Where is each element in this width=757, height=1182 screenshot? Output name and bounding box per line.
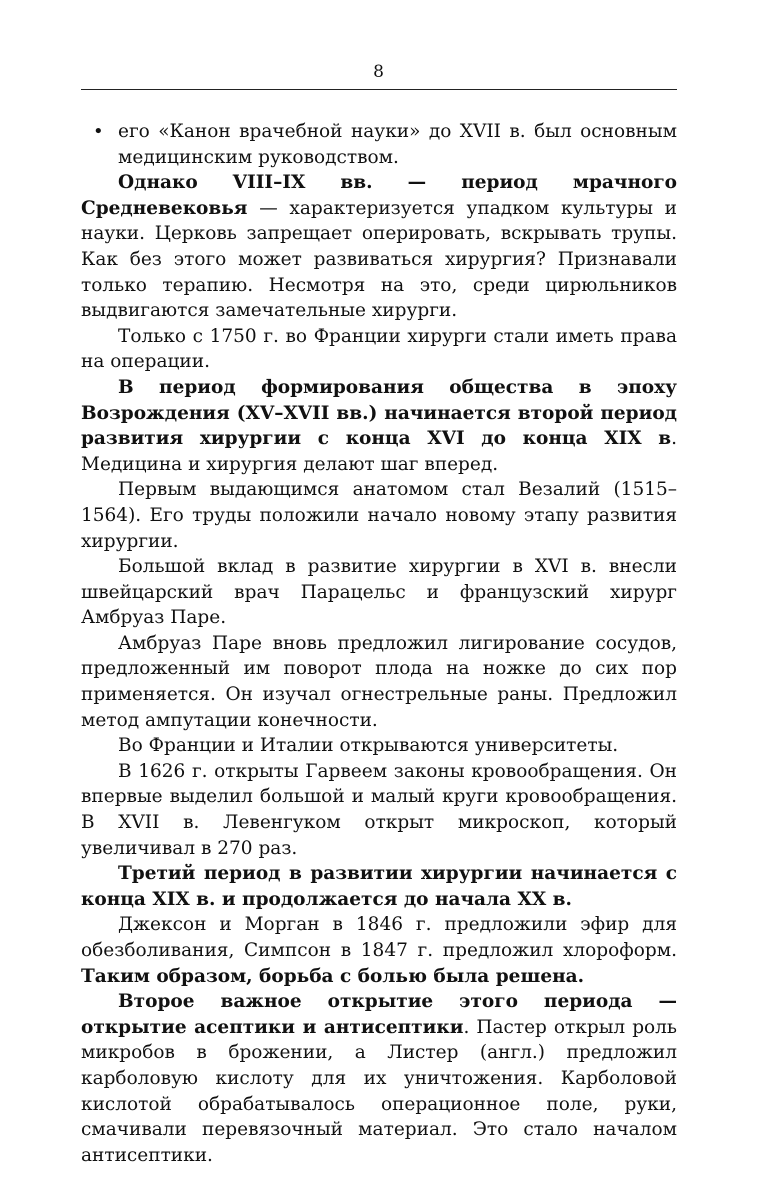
text-run: Большой вклад в развитие хирургии в XVI в. внесли швейцарский врач Парацельс и французский хирург Амбруаз Паре. (81, 556, 677, 629)
text-run: его «Канон врачебной науки» до XVII в. был основным медицинским руководством. (118, 121, 677, 168)
text-run: В 1626 г. открыты Гарвеем законы кровообращения. Он впервые выделил большой и малый круги кровообращения. В XVII в. Левенгуком открыт микроскоп, который увеличивал в 270 раз. (81, 760, 677, 859)
bold-text-run: Третий период в развитии хирургии начинается с конца XIX в. и продолжается до начала XX в. (81, 863, 677, 910)
paragraph (81, 759, 677, 861)
page-number: 8 (373, 62, 384, 82)
paragraph (81, 170, 677, 324)
text-run: . Медицина и хирургия делают шаг вперед. (81, 428, 677, 475)
paragraph (81, 989, 677, 1168)
text-run: Во Франции и Италии открываются университеты. (118, 735, 619, 757)
text-run: Первым выдающимся анатомом стал Везалий (1515–1564). Его труды положили начало новому этапу развития хирургии. (81, 479, 677, 552)
text-run: Амбруаз Паре вновь предложил лигирование сосудов, предложенный им поворот плода на ножке до сих пор применяется. Он изучал огнестрельные раны. Предложил метод ампутации конечности. (81, 632, 677, 731)
paragraph (81, 375, 677, 477)
paragraph (81, 733, 677, 759)
paragraph (81, 912, 677, 989)
bold-text-run: Однако VIII–IX вв. — период мрачного Средневековья (81, 172, 677, 219)
bullet-icon: • (93, 121, 104, 142)
bold-text-run: В период формирования общества в эпоху Возрождения (XV–XVII вв.) начинается второй период развития хирургии с конца XVI до конца XIX в (81, 376, 677, 450)
bullet-item (81, 119, 677, 170)
text-run: Только с 1750 г. во Франции хирурги стали иметь права на операции. (81, 325, 677, 373)
paragraph (81, 477, 677, 554)
paragraph (81, 861, 677, 912)
text-run: — характеризуется упадком культуры и науки. Церковь запрещает оперировать, вскрывать трупы. Как без этого может развиваться хирургия? Признавали только терапию. Несмотря на это, среди цирюльников выдвигаются замечательные хирурги. (81, 197, 677, 322)
bold-text-run: Второе важное открытие этого периода — открытие асептики и антисептики (81, 991, 677, 1038)
bold-text-run: Таким образом, борьба с болью была решена. (81, 965, 585, 987)
paragraph (81, 324, 677, 375)
paragraph (81, 631, 677, 733)
header-rule (81, 89, 677, 90)
body-text (81, 119, 677, 1168)
text-run: . Пастер открыл роль микробов в брожении, а Листер (англ.) предложил карболовую кислоту для их уничтожения. Карболовой кислотой обрабатывалось операционное поле, руки, смачивали перевязочный материал. Это стало началом антисептики. (81, 1016, 677, 1166)
text-run: Джексон и Морган в 1846 г. предложили эфир для обезболивания, Симпсон в 1847 г. предложил хлороформ. (81, 914, 677, 961)
paragraph (81, 554, 677, 631)
